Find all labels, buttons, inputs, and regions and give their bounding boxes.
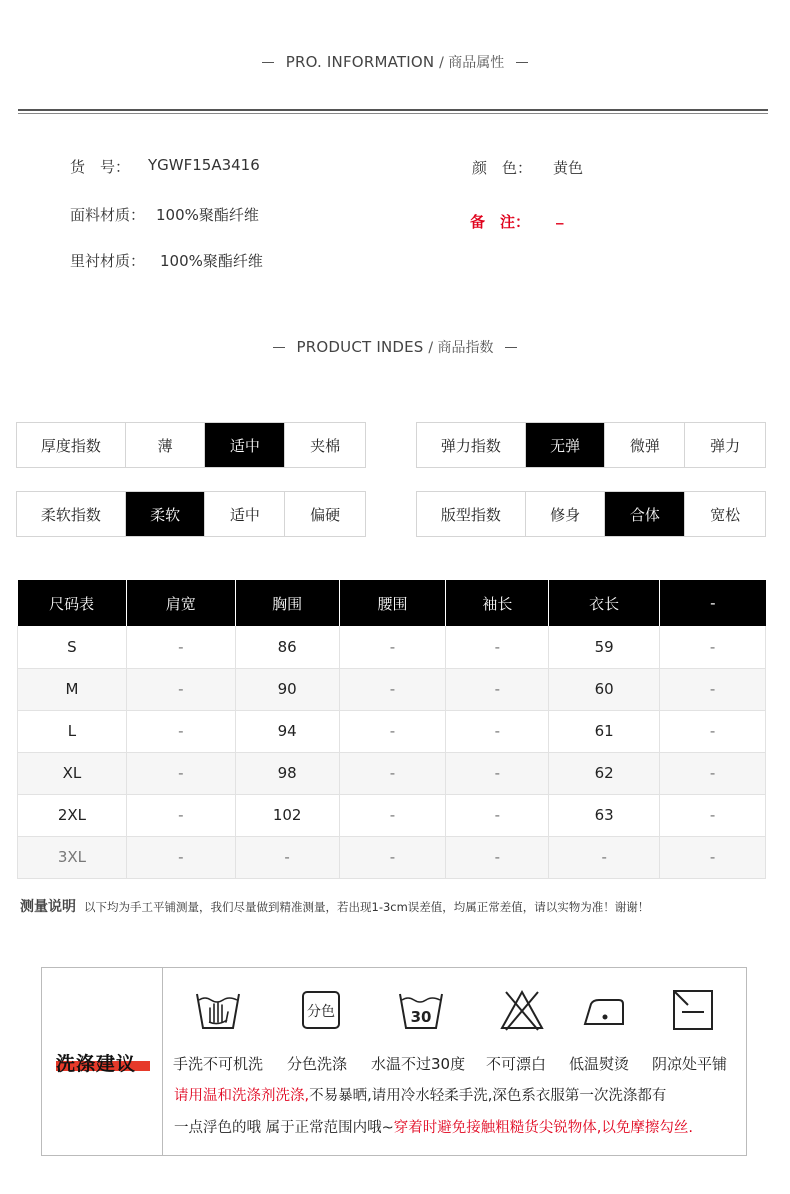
column-header: 肩宽 (126, 580, 235, 626)
icon-glyph-text: 分色 (307, 1004, 335, 1020)
table-cell: - (446, 794, 549, 836)
table-cell: - (126, 710, 235, 752)
lining-value: 100%聚酯纤维 (160, 252, 263, 270)
wash-icon-label: 分色洗涤 (287, 1055, 348, 1073)
softness-index (16, 491, 366, 537)
table-row (18, 836, 766, 878)
dash-divider (516, 62, 528, 63)
table-cell: - (660, 626, 766, 668)
size-cell: S (18, 626, 127, 668)
fabric-label: 面料材质： (70, 206, 146, 224)
wash-suggestions-panel (41, 967, 747, 1156)
wash-text-black: 一点浮色的哦 属于正常范围内哦~ (174, 1120, 394, 1136)
softness-option: 偏硬 (310, 505, 341, 524)
column-header: 腰围 (339, 580, 446, 626)
wash-title: 洗涤建议 (56, 1053, 137, 1075)
softness-index-label: 柔软指数 (17, 492, 126, 536)
table-cell: - (660, 668, 766, 710)
double-rule-divider (18, 109, 768, 114)
thickness-index-label: 厚度指数 (17, 423, 126, 467)
measure-note-title: 测量说明 (20, 899, 76, 915)
table-cell: - (446, 626, 549, 668)
section-title-en: PRODUCT INDES (296, 338, 424, 356)
table-cell: - (126, 794, 235, 836)
table-cell: - (446, 710, 549, 752)
size-cell: XL (18, 752, 127, 794)
table-cell: - (660, 710, 766, 752)
table-cell: 102 (235, 794, 339, 836)
section-title-cn: / 商品属性 (439, 55, 505, 71)
table-cell: 63 (549, 794, 660, 836)
wash-text-black: 不易暴晒,请用冷水轻柔手洗,深色系衣服第一次洗涤都有 (309, 1088, 667, 1104)
sku-value: YGWF15A3416 (148, 156, 260, 174)
fabric-value: 100%聚酯纤维 (156, 206, 259, 224)
table-cell: 61 (549, 710, 660, 752)
table-row (18, 668, 766, 710)
table-cell: - (446, 836, 549, 878)
table-cell: 62 (549, 752, 660, 794)
color-value: 黄色 (553, 159, 584, 177)
dash-divider (262, 62, 274, 63)
softness-option: 适中 (205, 492, 285, 536)
remark-label: 备 注： (470, 213, 531, 231)
table-cell: - (339, 668, 446, 710)
lining-label: 里衬材质： (70, 252, 146, 270)
table-cell: - (339, 626, 446, 668)
thickness-option: 夹棉 (310, 436, 341, 455)
section-header-pro-information (0, 52, 790, 72)
wash-text-line-1 (174, 1084, 666, 1105)
section-title-en: PRO. INFORMATION (285, 53, 435, 71)
table-cell: - (339, 752, 446, 794)
fit-index-label: 版型指数 (417, 492, 526, 536)
size-cell: L (18, 710, 127, 752)
dash-divider (273, 347, 285, 348)
wash-icon-label: 不可漂白 (486, 1055, 547, 1073)
table-cell: - (660, 836, 766, 878)
table-cell: - (126, 668, 235, 710)
table-cell: - (549, 836, 660, 878)
size-cell: M (18, 668, 127, 710)
table-cell: 60 (549, 668, 660, 710)
column-header: - (660, 580, 766, 626)
column-header: 袖长 (446, 580, 549, 626)
wash-icon-label: 手洗不可机洗 (173, 1055, 264, 1073)
softness-option-selected: 柔软 (126, 492, 206, 536)
elasticity-index (416, 422, 766, 468)
sku-label: 货 号： (70, 158, 131, 176)
thickness-option: 薄 (126, 423, 206, 467)
size-table (17, 580, 766, 879)
table-cell: 86 (235, 626, 339, 668)
fit-option: 宽松 (710, 505, 741, 524)
measure-note-text: 以下均为手工平铺测量，我们尽量做到精准测量，若出现1-3cm误差值，均属正常差值，请以实物为准！谢谢！ (84, 900, 650, 914)
table-cell: - (339, 794, 446, 836)
table-cell: - (339, 710, 446, 752)
column-header: 尺码表 (18, 580, 127, 626)
wash-title-cell (42, 968, 163, 1155)
elasticity-index-label: 弹力指数 (417, 423, 526, 467)
icon-glyph-text: 30 (410, 1008, 432, 1026)
table-cell: - (126, 626, 235, 668)
color-label: 颜 色： (472, 159, 533, 177)
wash-text-red: 穿着时避免接触粗糙货尖锐物体,以免摩擦勾丝. (393, 1120, 693, 1136)
thickness-index (16, 422, 366, 468)
table-cell: - (235, 836, 339, 878)
size-cell: 3XL (18, 836, 127, 878)
fit-index (416, 491, 766, 537)
wash-icon-label: 水温不过30度 (371, 1055, 466, 1073)
fit-option-selected: 合体 (605, 492, 685, 536)
dry-flat-shade-icon (648, 988, 738, 1032)
table-cell: 94 (235, 710, 339, 752)
wash-icon-label: 低温熨烫 (569, 1055, 630, 1073)
hand-wash-icon (173, 988, 263, 1032)
wash-30-icon (376, 988, 466, 1032)
size-table-header-row (18, 580, 766, 626)
wash-icon-label: 阴凉处平铺 (652, 1055, 728, 1073)
table-cell: - (446, 752, 549, 794)
table-row (18, 794, 766, 836)
table-row (18, 710, 766, 752)
measure-note (20, 896, 649, 916)
wash-text-red: 请用温和洗涤剂洗涤, (174, 1088, 310, 1104)
elasticity-option: 弹力 (710, 436, 741, 455)
fit-option: 修身 (526, 492, 606, 536)
table-cell: 90 (235, 668, 339, 710)
column-header: 衣长 (549, 580, 660, 626)
remark-value: _ (556, 207, 564, 225)
section-title-cn: / 商品指数 (428, 340, 494, 356)
table-cell: 59 (549, 626, 660, 668)
table-cell: 98 (235, 752, 339, 794)
table-cell: - (660, 752, 766, 794)
separate-color-icon (276, 988, 366, 1030)
elasticity-option-selected: 无弹 (526, 423, 606, 467)
column-header: 胸围 (235, 580, 339, 626)
no-bleach-icon (477, 988, 567, 1032)
table-row (18, 626, 766, 668)
low-iron-icon (559, 988, 649, 1032)
table-cell: - (660, 794, 766, 836)
table-row (18, 752, 766, 794)
table-cell: - (339, 836, 446, 878)
table-cell: - (446, 668, 549, 710)
wash-text-line-2 (174, 1116, 693, 1137)
dash-divider (505, 347, 517, 348)
thickness-option-selected: 适中 (205, 423, 285, 467)
table-cell: - (126, 836, 235, 878)
size-cell: 2XL (18, 794, 127, 836)
elasticity-option: 微弹 (605, 423, 685, 467)
section-header-product-index (0, 337, 790, 357)
table-cell: - (126, 752, 235, 794)
